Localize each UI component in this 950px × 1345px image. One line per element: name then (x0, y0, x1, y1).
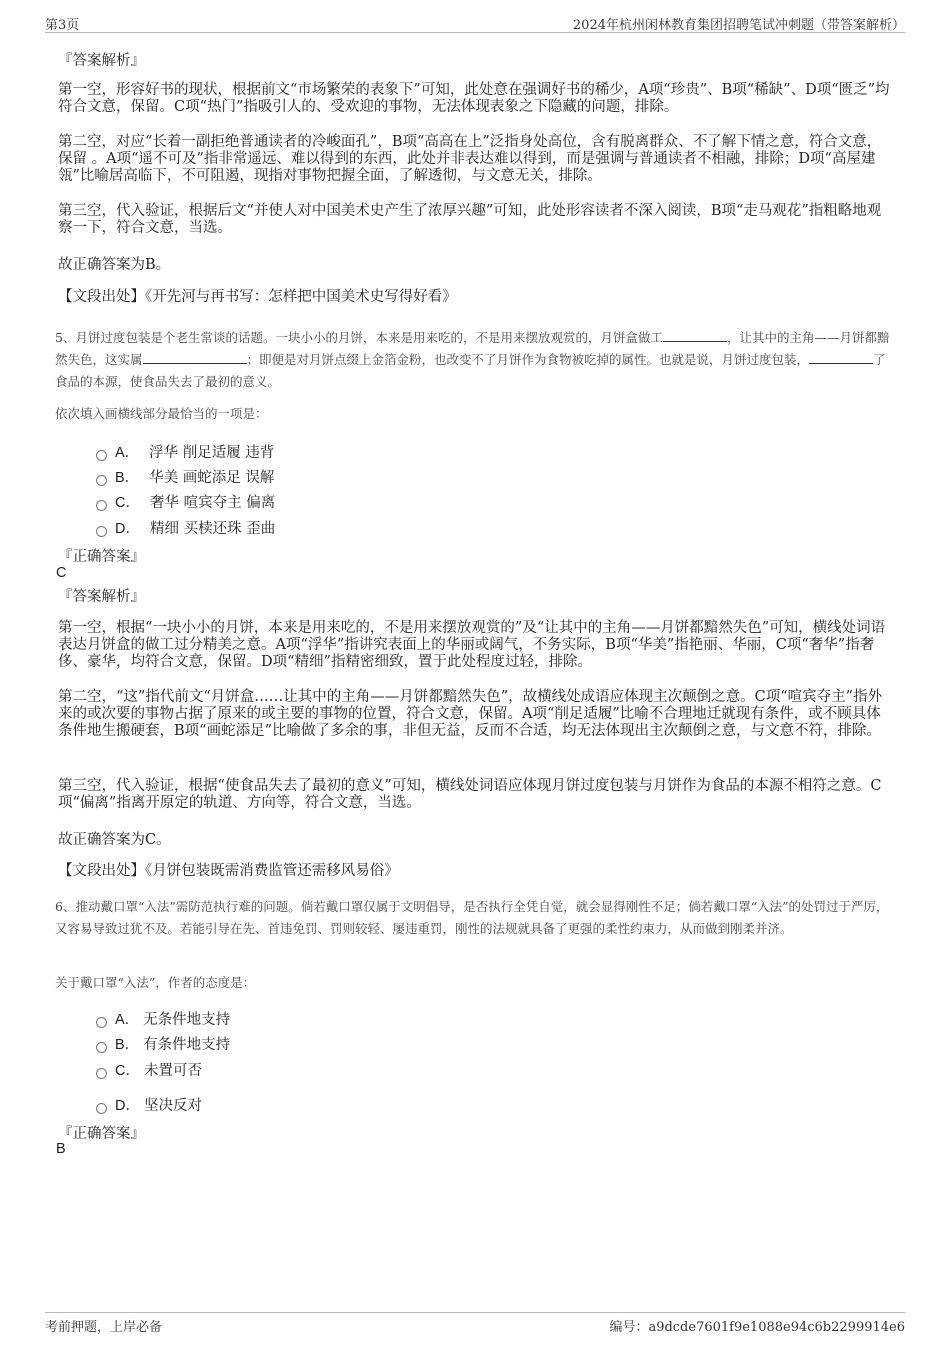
option-text: 精细 买椟还珠 歪曲 (149, 521, 276, 537)
option-c[interactable] (96, 1059, 202, 1079)
source-citation: 【文段出处】《月饼包装既需消费监管还需移风易俗》 (58, 863, 399, 879)
answer-blank (143, 351, 247, 364)
question-stem (55, 327, 895, 393)
option-text: 坚决反对 (143, 1098, 202, 1114)
option-text: 华美 画蛇添足 误解 (149, 470, 275, 486)
radio-button[interactable] (96, 1017, 107, 1028)
option-d[interactable] (96, 517, 275, 537)
page-number: 第3页 (45, 18, 80, 33)
option-label: B． (115, 1037, 140, 1053)
correct-answer-label: 『正确答案』 (58, 1126, 145, 1142)
question-prompt: 依次填入画横线部分最恰当的一项是： (55, 406, 268, 421)
option-text: 浮华 削足适履 违背 (149, 445, 275, 461)
analysis-paragraph-3: 第三空，代入验证，根据后文“并使人对中国美术史产生了浓厚兴趣”可知，此处形容读者不深入阅读，B项“走马观花”指粗略地观察一下，符合文意，当选。 (58, 203, 882, 236)
correct-answer: B (56, 1141, 66, 1157)
question-stem: 6、推动戴口罩“入法”需防范执行难的问题。倘若戴口罩仅属于文明倡导，是否执行全凭自觉，就会显得刚性不足；倘若戴口罩“入法”的处罚过于严厉，又容易导致过犹不及。若能引导在先、首违免罚、罚则较轻、屡违重罚，刚性的法规就具备了更强的柔性约束力，从而做到刚柔并济。 (55, 899, 889, 936)
radio-button[interactable] (96, 475, 107, 486)
option-label: B． (115, 470, 140, 486)
stem-text: 了食品的本源，使食品失去了最初的意义。 (55, 352, 886, 389)
option-text: 未置可否 (143, 1063, 202, 1079)
option-label: A． (115, 445, 140, 461)
analysis-paragraph-2: 第二空，“这”指代前文“月饼盒……让其中的主角——月饼都黯然失色”，故横线处成语应体现主次颠倒之意。C项“喧宾夺主”指外来的或次要的事物占据了原来的或主要的事物的位置，符合文意，保留。A项“削足适履”比喻不合理地迁就现有条件，或不顾具体条件地生搬硬套，B项“画蛇添足”比喻做了多余的事，非但无益，反而不合适，均无法体现出主次颠倒之意，与文意不符，排除。 (58, 689, 883, 739)
analysis-label: 『答案解析』 (58, 53, 145, 69)
analysis-paragraph-3: 第三空，代入验证，根据“使食品失去了最初的意义”可知，横线处词语应体现月饼过度包装与月饼作为食品的本源不相符之意。C项“偏离”指离开原定的轨道、方向等，符合文意，当选。 (58, 778, 882, 811)
radio-button[interactable] (96, 1042, 107, 1053)
option-c[interactable] (96, 491, 275, 511)
option-b[interactable] (96, 466, 274, 486)
option-text: 奢华 喧宾夺主 偏离 (149, 495, 276, 511)
stem-text: ；即便是对月饼点缀上金箔金粉，也改变不了月饼作为食物被吃掉的属性。也就是说，月饼过度包装， (246, 352, 810, 367)
source-citation: 【文段出处】《开先河与再书写：怎样把中国美术史写得好看》 (58, 289, 457, 305)
page-footer (45, 1312, 905, 1343)
analysis-paragraph-1: 第一空，根据“一块小小的月饼，本来是用来吃的，不是用来摆放观赏的”及“让其中的主角——月饼都黯然失色”可知，横线处词语表达月饼盒的做工过分精美之意。A项“浮华”指讲究表面上的华丽或阔气，不务实际，B项“华美”指艳丽、华丽，C项“奢华”指奢侈、豪华，均符合文意，保留。D项“精细”指精密细致，置于此处程度过轻，排除。 (58, 620, 886, 670)
radio-button[interactable] (96, 1103, 107, 1114)
option-label: D． (115, 1098, 140, 1114)
radio-button[interactable] (96, 526, 107, 537)
option-label: C． (115, 495, 140, 511)
option-label: C． (115, 1063, 140, 1079)
option-d[interactable] (96, 1094, 202, 1114)
analysis-label: 『答案解析』 (58, 589, 145, 605)
radio-button[interactable] (96, 1068, 107, 1079)
answer-blank (663, 329, 727, 342)
option-text: 有条件地支持 (143, 1037, 231, 1053)
answer-blank (809, 351, 873, 364)
option-text: 无条件地支持 (143, 1012, 231, 1028)
correct-answer-label: 『正确答案』 (58, 549, 145, 565)
analysis-paragraph-2: 第二空，对应“长着一副拒绝普通读者的冷峻面孔”，B项“高高在上”泛指身处高位，含有脱离群众、不了解下情之意，符合文意， 保留 。A项“遥不可及”指非常遥远、难以得到的东西，此处并非表达难以得到，而是强调与普通读者不相融，排除；D项“高屋建瓴”比喻居高临下，不可阻遏，现指对事物把握全面，了解透彻，与文意无关，排除。 (58, 134, 882, 184)
option-b[interactable] (96, 1033, 230, 1053)
conclusion: 故正确答案为C。 (58, 832, 171, 848)
radio-button[interactable] (96, 450, 107, 461)
option-a[interactable] (96, 441, 274, 461)
page-header (45, 12, 905, 33)
document-title: 2024年杭州闲林教育集团招聘笔试冲刺题（带答案解析） (572, 18, 905, 33)
analysis-paragraph-1: 第一空，形容好书的现状，根据前文“市场繁荣的表象下”可知，此处意在强调好书的稀少，A项“珍贵”、B项“稀缺”、D项“匮乏”均符合文意，保留。C项“热门”指吸引人的、受欢迎的事物，无法体现表象之下隐藏的问题，排除。 (58, 82, 890, 115)
option-label: A． (115, 1012, 140, 1028)
question-prompt: 关于戴口罩“入法”，作者的态度是： (55, 975, 256, 990)
correct-answer: C (56, 565, 67, 581)
option-label: D． (115, 521, 140, 537)
stem-text: ，让其中的主角——月饼都黯然失色，这实属 (55, 330, 890, 367)
stem-text: 5、月饼过度包装是个老生常谈的话题。一块小小的月饼，本来是用来吃的，不是用来摆放观赏的，月饼盒做工 (55, 330, 663, 345)
option-a[interactable] (96, 1008, 230, 1028)
conclusion: 故正确答案为B。 (58, 257, 171, 273)
footer-slogan: 考前押题，上岸必备 (45, 1320, 163, 1335)
document-id: 编号：a9dcde7601f9e1088e94c6b2299914e6 (609, 1320, 905, 1335)
radio-button[interactable] (96, 500, 107, 511)
